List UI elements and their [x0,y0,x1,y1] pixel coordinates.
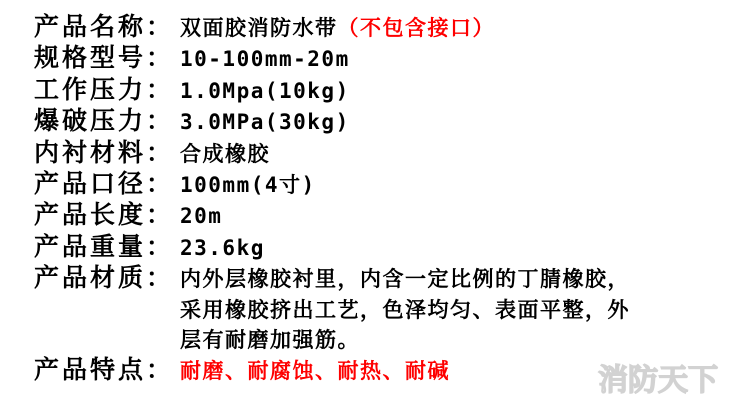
spec-value-material-line-1: 内外层橡胶衬里，内含一定比例的丁腈橡胶， [180,267,630,292]
spec-value-model: 10-100mm-20m [180,47,350,72]
spec-label-lining-material: 内衬材料： [34,137,175,167]
spec-value-working-pressure: 1.0Mpa(10kg) [180,78,350,103]
spec-value-burst-pressure: 3.0MPa(30kg) [180,110,350,135]
spec-label-material: 产品材质： [34,263,175,293]
spec-row-length [34,200,734,231]
spec-row-lining-material [34,138,734,169]
spec-row-weight [34,232,734,263]
spec-value-length: 20m [180,204,223,229]
spec-label-model: 规格型号： [34,43,175,73]
spec-value-material [180,264,630,355]
spec-row-burst-pressure [34,106,734,137]
spec-row-product-name [34,12,734,43]
spec-value-material-line-3: 层有耐磨加强筋。 [180,328,360,353]
spec-label-features: 产品特点： [34,355,175,385]
spec-value-product-name-note: （不包含接口） [337,16,495,40]
spec-label-burst-pressure: 爆破压力： [34,106,175,136]
spec-label-working-pressure: 工作压力： [34,74,175,104]
spec-label-diameter: 产品口径： [34,169,175,199]
spec-row-model [34,43,734,74]
spec-value-product-name: 双面胶消防水带 [180,16,338,40]
spec-row-material [34,263,734,355]
spec-label-length: 产品长度： [34,200,175,230]
spec-row-diameter [34,169,734,200]
spec-value-weight: 23.6kg [180,235,265,260]
spec-label-product-name: 产品名称： [34,12,175,41]
spec-value-material-line-2: 采用橡胶挤出工艺，色泽均匀、表面平整，外 [180,297,630,322]
spec-list [34,12,734,387]
watermark-text: 消防天下 [598,363,718,398]
spec-value-diameter: 100mm(4寸) [180,173,316,198]
spec-value-lining-material: 合成橡胶 [180,141,270,166]
spec-value-features: 耐磨、耐腐蚀、耐热、耐碱 [180,359,450,384]
spec-row-working-pressure [34,75,734,106]
spec-label-weight: 产品重量： [34,231,175,261]
